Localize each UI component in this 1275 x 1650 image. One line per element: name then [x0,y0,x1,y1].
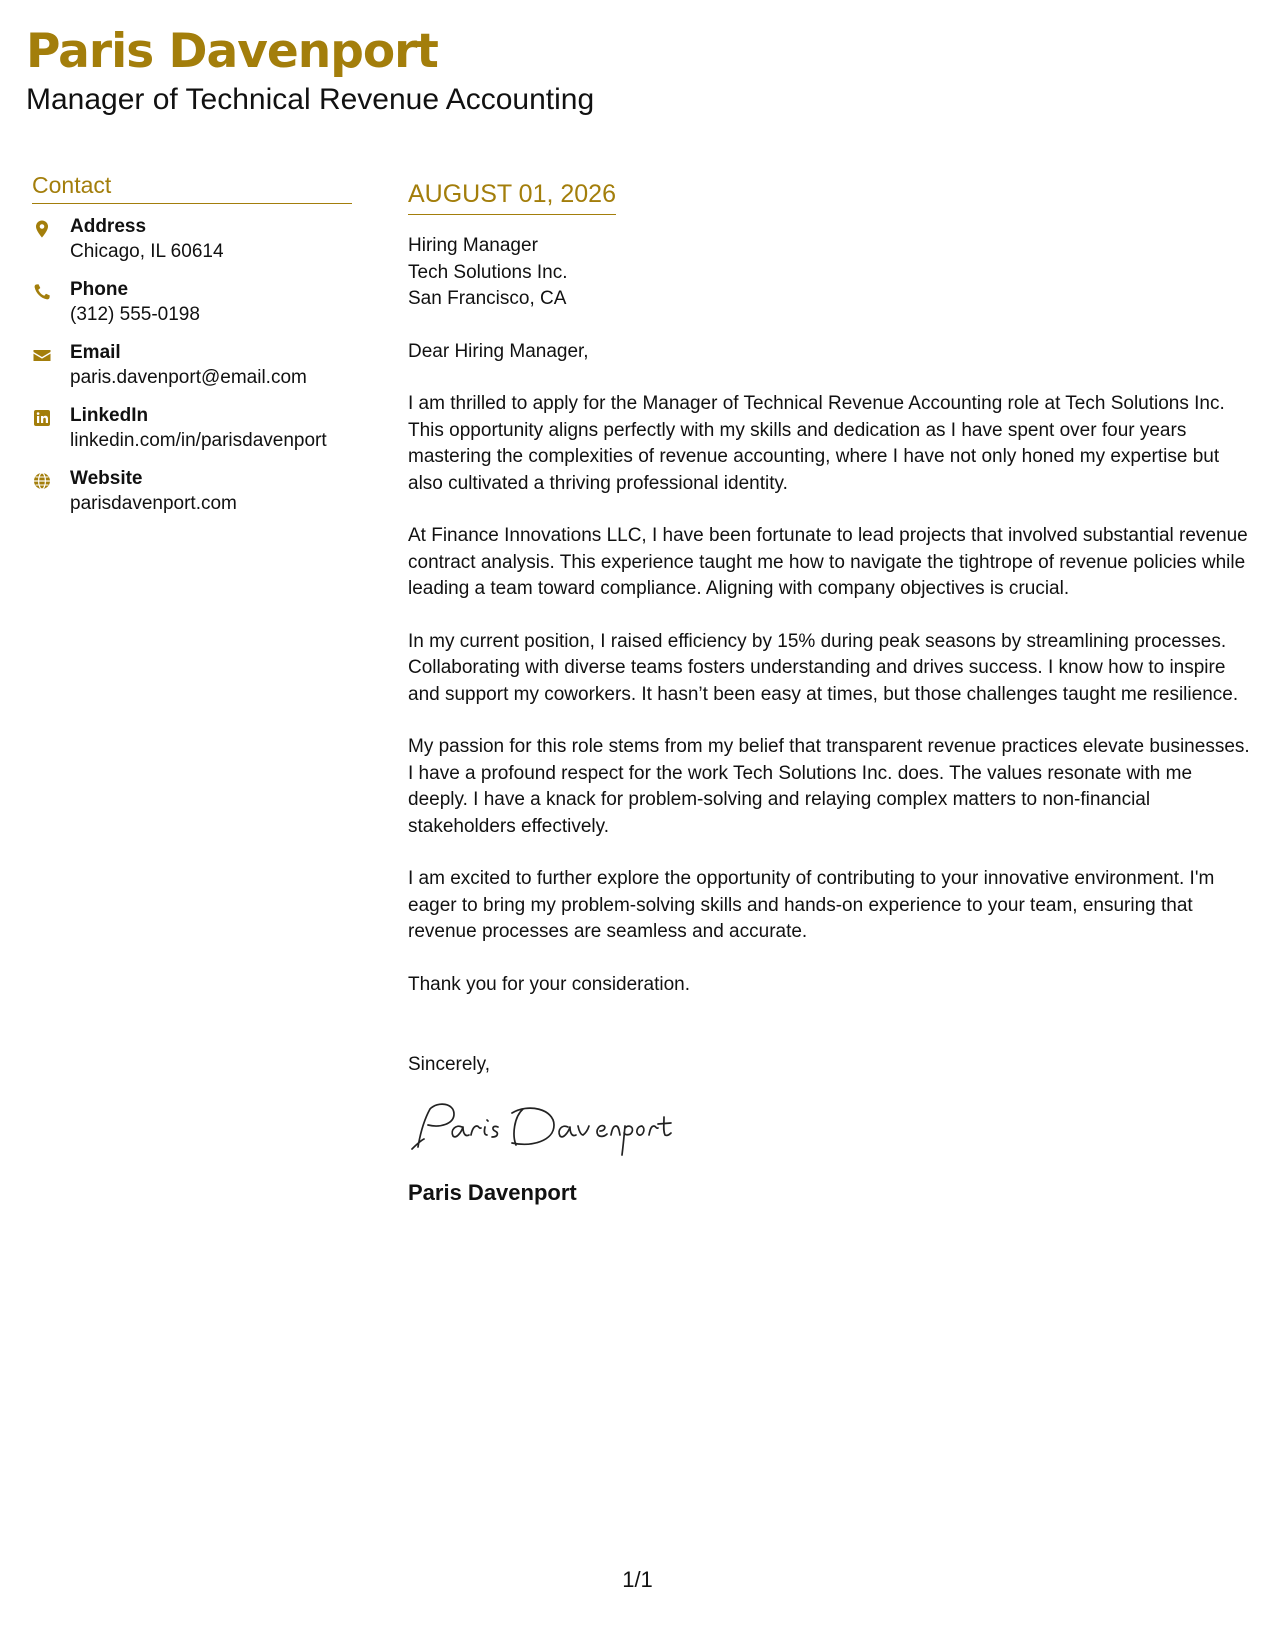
contact-value-linkedin[interactable]: linkedin.com/in/parisdavenport [70,430,327,451]
applicant-name: Paris Davenport [26,24,438,79]
contact-value-website[interactable]: parisdavenport.com [70,493,237,514]
contact-value-email[interactable]: paris.davenport@email.com [70,367,307,388]
envelope-icon [32,340,70,365]
contact-value-address: Chicago, IL 60614 [70,241,224,262]
body-paragraph: I am thrilled to apply for the Manager of Technical Revenue Accounting role at Tech Solutions Inc. This opportunity aligns perfectly with my skills and dedication as I have spent over four years mastering the complexities of revenue accounting, where I have not only honed my expertise but also cultivated a thriving professional identity. [408,393,1225,494]
contact-item-linkedin [32,403,352,466]
contact-label: LinkedIn [70,405,149,426]
recipient-line: Hiring Manager [408,235,538,256]
map-pin-icon [32,214,70,239]
page-number: 1/1 [622,1567,653,1592]
contact-label: Phone [70,279,129,300]
body-paragraph: I am excited to further explore the opportunity of contributing to your innovative environment. I'm eager to bring my problem-solving skills and hands-on experience to your team, ensuring that revenue processes are seamless and accurate. [408,868,1215,942]
contact-label: Email [70,342,121,363]
salutation: Dear Hiring Manager, [408,340,589,362]
signer-name: Paris Davenport [408,1179,577,1205]
recipient-line: Tech Solutions Inc. [408,261,568,283]
body-paragraph: My passion for this role stems from my belief that transparent revenue practices elevate businesses. I have a profound respect for the work Tech Solutions Inc. does. The values resonate with me deeply. I have a knack for problem-solving and relaying complex matters to non-financial stakeholders effectively. [408,736,1250,837]
contact-sidebar [32,170,352,529]
letter-body [408,178,1253,1207]
contact-item-phone [32,277,352,340]
contact-value-phone: (312) 555-0198 [70,304,200,325]
recipient-block [408,233,1253,313]
body-paragraph: In my current position, I raised efficiency by 15% during peak seasons by streamlining processes. Collaborating with diverse teams fosters understanding and drives success. I know how to inspire and support my coworkers. It hasn’t been easy at times, but those challenges taught me resilience. [408,630,1239,705]
letter-date: AUGUST 01, 2026 [408,178,616,215]
contact-label: Address [70,216,147,237]
handwritten-signature [408,1095,678,1161]
contact-item-website [32,466,352,529]
phone-icon [32,277,70,302]
linkedin-icon [32,403,70,428]
body-paragraph: Thank you for your consideration. [408,973,690,995]
closing-line: Sincerely, [408,1054,491,1075]
body-paragraph: At Finance Innovations LLC, I have been fortunate to lead projects that involved substantial revenue contract analysis. This experience taught me how to navigate the tightrope of revenue policies while leading a team toward compliance. Aligning with company objectives is crucial. [408,525,1248,599]
recipient-line: San Francisco, CA [408,288,567,309]
contact-label: Website [70,468,143,489]
globe-icon [32,466,70,491]
contact-item-email [32,340,352,403]
applicant-job-title: Manager of Technical Revenue Accounting [26,83,595,116]
contact-heading: Contact [32,170,352,204]
contact-item-address [32,214,352,277]
